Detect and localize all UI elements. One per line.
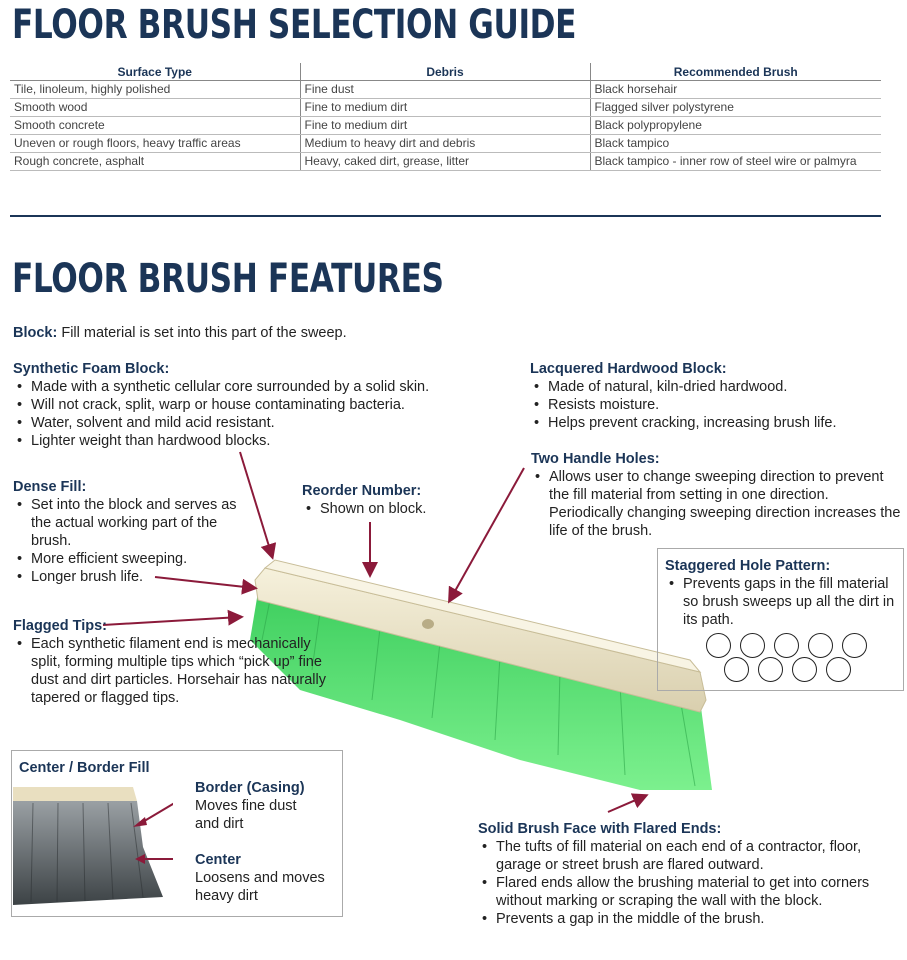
block-text: Fill material is set into this part of the sweep. [57,325,347,341]
table-cell: Black tampico [590,135,881,153]
staggered-title: Staggered Hole Pattern: [665,558,831,574]
block-description [13,324,347,342]
table-cell: Rough concrete, asphalt [10,153,300,171]
arrow [608,796,645,812]
list-item: • Allows user to change sweeping direction to prevent the fill material from setting in one direction. Periodically changing sweeping direction increases the life of the brush. [531,468,903,540]
table-cell: Fine to medium dirt [300,117,590,135]
hole-pattern-row [724,657,851,682]
hole-icon [706,633,731,658]
table-cell: Heavy, caked dirt, grease, litter [300,153,590,171]
border-text: and dirt [195,816,244,832]
lacquered-title: Lacquered Hardwood Block: [530,361,727,377]
table-cell: Medium to heavy dirt and debris [300,135,590,153]
arrow [450,468,524,600]
table-cell: Flagged silver polystyrene [590,99,881,117]
flagged-tips-section [13,617,343,707]
list-item: • Flared ends allow the brushing material to get into corners without marking or scraping the wall with the block. [478,874,903,910]
features-heading: FLOOR BRUSH FEATURES [12,256,444,302]
list-item: • Made with a synthetic cellular core surrounded by a solid skin. [13,378,429,396]
column-header: Surface Type [10,63,300,81]
foam-title: Synthetic Foam Block: [13,361,170,377]
dense-title: Dense Fill: [13,479,87,495]
list-item: • More efficient sweeping. [13,550,238,568]
border-description [195,779,305,833]
center-text: Loosens and moves [195,870,325,886]
table-cell: Fine dust [300,81,590,99]
table-cell: Black tampico - inner row of steel wire or palmyra [590,153,881,171]
hole-pattern-row [706,633,867,658]
column-header: Recommended Brush [590,63,881,81]
table-cell: Smooth concrete [10,117,300,135]
table-cell: Black polypropylene [590,117,881,135]
hole-icon [758,657,783,682]
border-title: Border (Casing) [195,780,305,796]
list-item: • Each synthetic filament end is mechanically split, forming multiple tips which “pick up” fine dust and dirt particles. Horsehair has naturally tapered or flagged tips. [13,635,343,707]
list-item: • Shown on block. [302,500,426,518]
list-item: • Water, solvent and mild acid resistant. [13,414,429,432]
list-item: • The tufts of fill material on each end of a contractor, floor, garage or street brush are flared outward. [478,838,903,874]
handle-hole [422,619,434,629]
brush-cross-section-image [13,787,173,907]
arrow [240,452,272,556]
table-cell: Uneven or rough floors, heavy traffic areas [10,135,300,153]
hole-icon [842,633,867,658]
handle-holes-section [531,450,903,540]
hole-icon [826,657,851,682]
list-item: • Resists moisture. [530,396,837,414]
center-border-box [11,750,343,917]
list-item: • Lighter weight than hardwood blocks. [13,432,429,450]
lacquered-block-section [530,360,837,432]
center-text: heavy dirt [195,888,258,904]
column-header: Debris [300,63,590,81]
hole-icon [724,657,749,682]
list-item: • Longer brush life. [13,568,238,586]
list-item: • Prevents gaps in the fill material so brush sweeps up all the dirt in its path. [665,575,897,629]
foam-block-section [13,360,429,450]
solid-title: Solid Brush Face with Flared Ends: [478,821,722,837]
staggered-hole-box [657,548,904,691]
table-cell: Fine to medium dirt [300,99,590,117]
list-item: • Will not crack, split, warp or house contaminating bacteria. [13,396,429,414]
center-title: Center [195,852,241,868]
table-cell: Black horsehair [590,81,881,99]
hole-icon [740,633,765,658]
table-cell: Tile, linoleum, highly polished [10,81,300,99]
solid-brush-face-section [478,820,903,928]
center-description [195,851,325,905]
dense-fill-section [13,478,238,586]
list-item: • Set into the block and serves as the actual working part of the brush. [13,496,238,550]
hole-icon [792,657,817,682]
table-cell: Smooth wood [10,99,300,117]
border-text: Moves fine dust [195,798,297,814]
reorder-number-section [302,482,426,518]
list-item: • Helps prevent cracking, increasing brush life. [530,414,837,432]
list-item: • Made of natural, kiln-dried hardwood. [530,378,837,396]
block-title: Block: [13,325,58,341]
list-item: • Prevents a gap in the middle of the brush. [478,910,903,928]
hole-icon [774,633,799,658]
guide-heading: FLOOR BRUSH SELECTION GUIDE [12,2,577,48]
hole-icon [808,633,833,658]
flagged-title: Flagged Tips: [13,618,107,634]
reorder-title: Reorder Number: [302,483,422,499]
center-border-title: Center / Border Fill [19,760,150,776]
holes-title: Two Handle Holes: [531,451,660,467]
